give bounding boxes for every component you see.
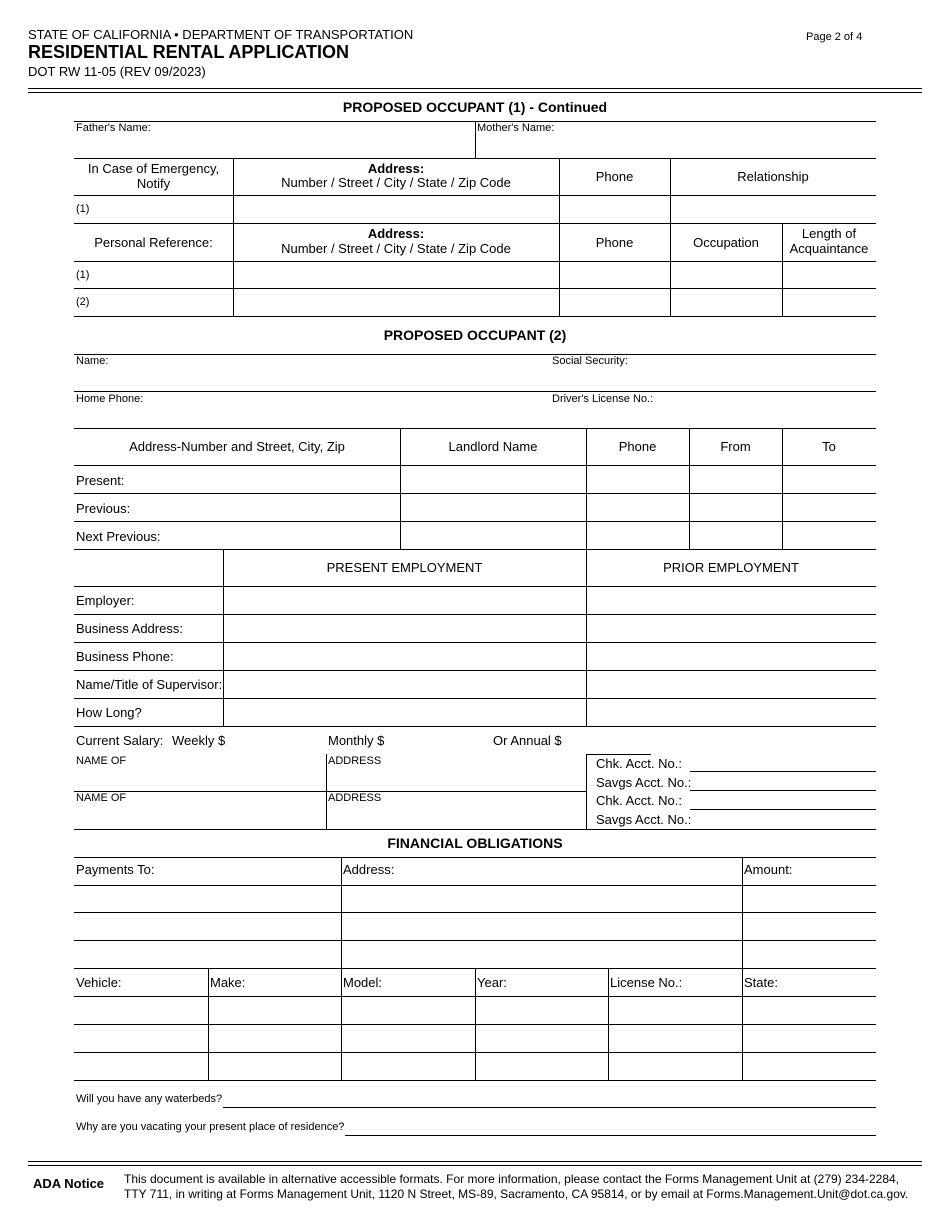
vehicle-1-state-field[interactable]: [743, 997, 876, 1023]
emergency-address-header: Address:: [367, 161, 425, 176]
address-history-row-previous: Previous:: [76, 501, 131, 516]
previous-from-field[interactable]: [690, 494, 781, 520]
present-supervisor-field[interactable]: [224, 671, 585, 697]
next-previous-to-field[interactable]: [783, 522, 875, 548]
bank-2-address-label: ADDRESS: [328, 792, 382, 804]
prior-employer-field[interactable]: [587, 587, 876, 613]
reference-2-address-field[interactable]: [234, 289, 558, 315]
waterbeds-question: Will you have any waterbeds?: [76, 1093, 223, 1105]
waterbeds-answer-field[interactable]: [223, 1090, 876, 1107]
occupant2-home-phone-label: Home Phone:: [76, 393, 144, 405]
section-financial-title: FINANCIAL OBLIGATIONS: [387, 835, 563, 851]
present-landlord-field[interactable]: [401, 466, 585, 492]
present-business-phone-field[interactable]: [224, 643, 585, 669]
payment-2-amount-field[interactable]: [743, 913, 876, 939]
payment-3-address-field[interactable]: [342, 941, 741, 967]
bank-2-address-field[interactable]: [327, 792, 585, 828]
emergency-relationship-field[interactable]: [671, 196, 875, 222]
reference-2-phone-field[interactable]: [560, 289, 669, 315]
employment-row-supervisor: Name/Title of Supervisor:: [76, 677, 223, 692]
address-history-col-address: Address-Number and Street, City, Zip: [129, 439, 345, 454]
ada-notice-label: ADA Notice: [33, 1176, 105, 1191]
reference-occupation-header: Occupation: [693, 235, 759, 250]
vehicle-1-license-field[interactable]: [609, 997, 741, 1023]
vehicle-make-header: Make:: [210, 975, 246, 990]
address-history-row-next-previous: Next Previous:: [76, 529, 161, 544]
vehicle-3-state-field[interactable]: [743, 1053, 876, 1079]
monthly-salary-label: Monthly $: [328, 733, 385, 748]
previous-phone-field[interactable]: [587, 494, 688, 520]
vehicle-year-header: Year:: [477, 975, 507, 990]
prior-supervisor-field[interactable]: [587, 671, 876, 697]
occupant2-ssn-label: Social Security:: [552, 355, 628, 367]
reference-2-length-field[interactable]: [783, 289, 875, 315]
reference-address-subheader: Number / Street / City / State / Zip Code: [281, 241, 511, 256]
occupant2-name-field[interactable]: [74, 355, 548, 390]
vehicle-state-header: State:: [744, 975, 778, 990]
address-history-col-phone: Phone: [618, 439, 657, 454]
employment-row-employer: Employer:: [76, 593, 135, 608]
emergency-relationship-header: Relationship: [737, 169, 809, 184]
mothers-name-label: Mother's Name:: [477, 122, 555, 134]
annual-salary-label: Or Annual $: [493, 733, 562, 748]
reference-1-phone-field[interactable]: [560, 262, 669, 287]
next-previous-address-field[interactable]: [162, 522, 399, 548]
vehicle-2-state-field[interactable]: [743, 1025, 876, 1051]
occupant2-ssn-field[interactable]: [550, 355, 876, 390]
vacating-answer-field[interactable]: [345, 1118, 876, 1135]
header-rule: [28, 88, 922, 89]
vehicle-model-header: Model:: [343, 975, 383, 990]
bank-1-address-label: ADDRESS: [328, 755, 382, 767]
bank-2-savings-label: Savgs Acct. No.:: [596, 812, 692, 827]
vehicle-license-header: License No.:: [610, 975, 683, 990]
reference-1-address-field[interactable]: [234, 262, 558, 287]
vehicle-2-field[interactable]: [74, 1025, 207, 1051]
emergency-phone-header: Phone: [595, 169, 634, 184]
vehicle-1-year-field[interactable]: [476, 997, 607, 1023]
vehicle-header: Vehicle:: [76, 975, 122, 990]
present-employer-field[interactable]: [224, 587, 585, 613]
previous-landlord-field[interactable]: [401, 494, 585, 520]
emergency-phone-field[interactable]: [560, 196, 669, 222]
vehicle-2-model-field[interactable]: [342, 1025, 474, 1051]
vacating-question: Why are you vacating your present place of residence?: [76, 1121, 345, 1133]
payments-address-header: Address:: [343, 862, 395, 877]
footer-rule-2: [28, 1165, 922, 1166]
vehicle-3-field[interactable]: [74, 1053, 207, 1079]
present-address-field[interactable]: [130, 466, 399, 492]
payment-2-address-field[interactable]: [342, 913, 741, 939]
vehicle-1-field[interactable]: [74, 997, 207, 1023]
section-occupant1-title: PROPOSED OCCUPANT (1) - Continued: [342, 99, 608, 115]
emergency-address-subheader: Number / Street / City / State / Zip Code: [281, 175, 511, 190]
reference-1-occupation-field[interactable]: [671, 262, 781, 287]
bank-2-name-field[interactable]: [74, 792, 325, 828]
reference-length-header: Length of Acquaintance: [789, 226, 869, 256]
section-occupant2-title: PROPOSED OCCUPANT (2): [383, 327, 567, 343]
vehicle-3-year-field[interactable]: [476, 1053, 607, 1079]
next-previous-from-field[interactable]: [690, 522, 781, 548]
present-from-field[interactable]: [690, 466, 781, 492]
employment-row-how-long: How Long?: [76, 705, 142, 720]
weekly-salary-field[interactable]: [226, 730, 321, 750]
emergency-row-1-label: (1): [76, 203, 90, 215]
ada-notice-line-2: TTY 711, in writing at Forms Management Unit, 1120 N Street, MS-89, Sacramento, CA 95814, or by email at Forms.Management.Unit@dot.ca.gov.: [124, 1187, 909, 1201]
payments-amount-header: Amount:: [744, 862, 793, 877]
form-title: RESIDENTIAL RENTAL APPLICATION: [28, 42, 350, 62]
fathers-name-label: Father's Name:: [76, 122, 151, 134]
prior-business-phone-field[interactable]: [587, 643, 876, 669]
present-how-long-field[interactable]: [224, 699, 585, 725]
form-number: DOT RW 11-05 (REV 09/2023): [28, 64, 206, 79]
reference-2-occupation-field[interactable]: [671, 289, 781, 315]
previous-to-field[interactable]: [783, 494, 875, 520]
header-rule-2: [28, 92, 922, 93]
vehicle-3-license-field[interactable]: [609, 1053, 741, 1079]
reference-row-1-label: (1): [76, 269, 90, 281]
fathers-name-field[interactable]: [74, 122, 475, 158]
emergency-notify-header: In Case of Emergency, Notify: [87, 161, 220, 191]
vehicle-1-model-field[interactable]: [342, 997, 474, 1023]
next-previous-phone-field[interactable]: [587, 522, 688, 548]
ada-notice-line-1: This document is available in alternative accessible formats. For more information, please contact the Forms Management Unit at (279) 234-2284,: [124, 1172, 900, 1186]
prior-business-address-field[interactable]: [587, 615, 876, 641]
address-history-col-from: From: [720, 439, 751, 454]
vehicle-2-make-field[interactable]: [209, 1025, 340, 1051]
bank-1-savings-label: Savgs Acct. No.:: [596, 775, 692, 790]
vehicle-1-make-field[interactable]: [209, 997, 340, 1023]
footer-rule: [28, 1161, 922, 1162]
present-employment-header: PRESENT EMPLOYMENT: [326, 560, 483, 575]
payment-3-to-field[interactable]: [74, 941, 340, 967]
weekly-salary-label: Weekly $: [172, 733, 226, 748]
present-to-field[interactable]: [783, 466, 875, 492]
occupant2-home-phone-field[interactable]: [74, 392, 548, 427]
address-history-col-to: To: [822, 439, 836, 454]
reference-1-length-field[interactable]: [783, 262, 875, 287]
bank-1-savings-field[interactable]: [690, 773, 876, 790]
vehicle-3-make-field[interactable]: [209, 1053, 340, 1079]
agency-line: STATE OF CALIFORNIA • DEPARTMENT OF TRANSPORTATION: [28, 27, 414, 42]
bank-1-address-field[interactable]: [327, 755, 585, 790]
vehicle-2-year-field[interactable]: [476, 1025, 607, 1051]
reference-address-header: Address:: [367, 226, 425, 241]
reference-header: Personal Reference:: [94, 235, 213, 250]
occupant2-name-label: Name:: [76, 355, 109, 367]
reference-phone-header: Phone: [595, 235, 634, 250]
page-number: Page 2 of 4: [806, 31, 863, 43]
payments-to-header: Payments To:: [76, 862, 155, 877]
payment-1-address-field[interactable]: [342, 886, 741, 912]
present-phone-field[interactable]: [587, 466, 688, 492]
payment-1-to-field[interactable]: [74, 886, 340, 912]
occupant2-license-field[interactable]: [550, 392, 876, 427]
bank-2-checking-label: Chk. Acct. No.:: [596, 793, 682, 808]
bank-1-checking-label: Chk. Acct. No.:: [596, 756, 682, 771]
bank-2-name-label: NAME OF: [76, 792, 127, 804]
payment-3-amount-field[interactable]: [743, 941, 876, 967]
mothers-name-field[interactable]: [476, 122, 876, 158]
payment-2-to-field[interactable]: [74, 913, 340, 939]
annual-salary-field[interactable]: [562, 730, 650, 750]
emergency-address-field[interactable]: [234, 196, 558, 222]
bank-1-name-field[interactable]: [74, 755, 325, 790]
employment-row-business-address: Business Address:: [76, 621, 183, 636]
occupant2-license-label: Driver's License No.:: [552, 393, 654, 405]
payment-1-amount-field[interactable]: [743, 886, 876, 912]
bank-2-savings-field[interactable]: [690, 811, 876, 828]
prior-how-long-field[interactable]: [587, 699, 876, 725]
monthly-salary-field[interactable]: [384, 730, 486, 750]
next-previous-landlord-field[interactable]: [401, 522, 585, 548]
prior-employment-header: PRIOR EMPLOYMENT: [663, 560, 799, 575]
present-business-address-field[interactable]: [224, 615, 585, 641]
bank-1-checking-field[interactable]: [690, 754, 876, 771]
vehicle-3-model-field[interactable]: [342, 1053, 474, 1079]
previous-address-field[interactable]: [134, 494, 399, 520]
vehicle-2-license-field[interactable]: [609, 1025, 741, 1051]
bank-2-checking-field[interactable]: [690, 792, 876, 809]
address-history-row-present: Present:: [76, 473, 125, 488]
employment-row-business-phone: Business Phone:: [76, 649, 174, 664]
reference-row-2-label: (2): [76, 296, 90, 308]
current-salary-label: Current Salary:: [76, 733, 164, 748]
bank-1-name-label: NAME OF: [76, 755, 127, 767]
address-history-col-landlord: Landlord Name: [448, 439, 538, 454]
